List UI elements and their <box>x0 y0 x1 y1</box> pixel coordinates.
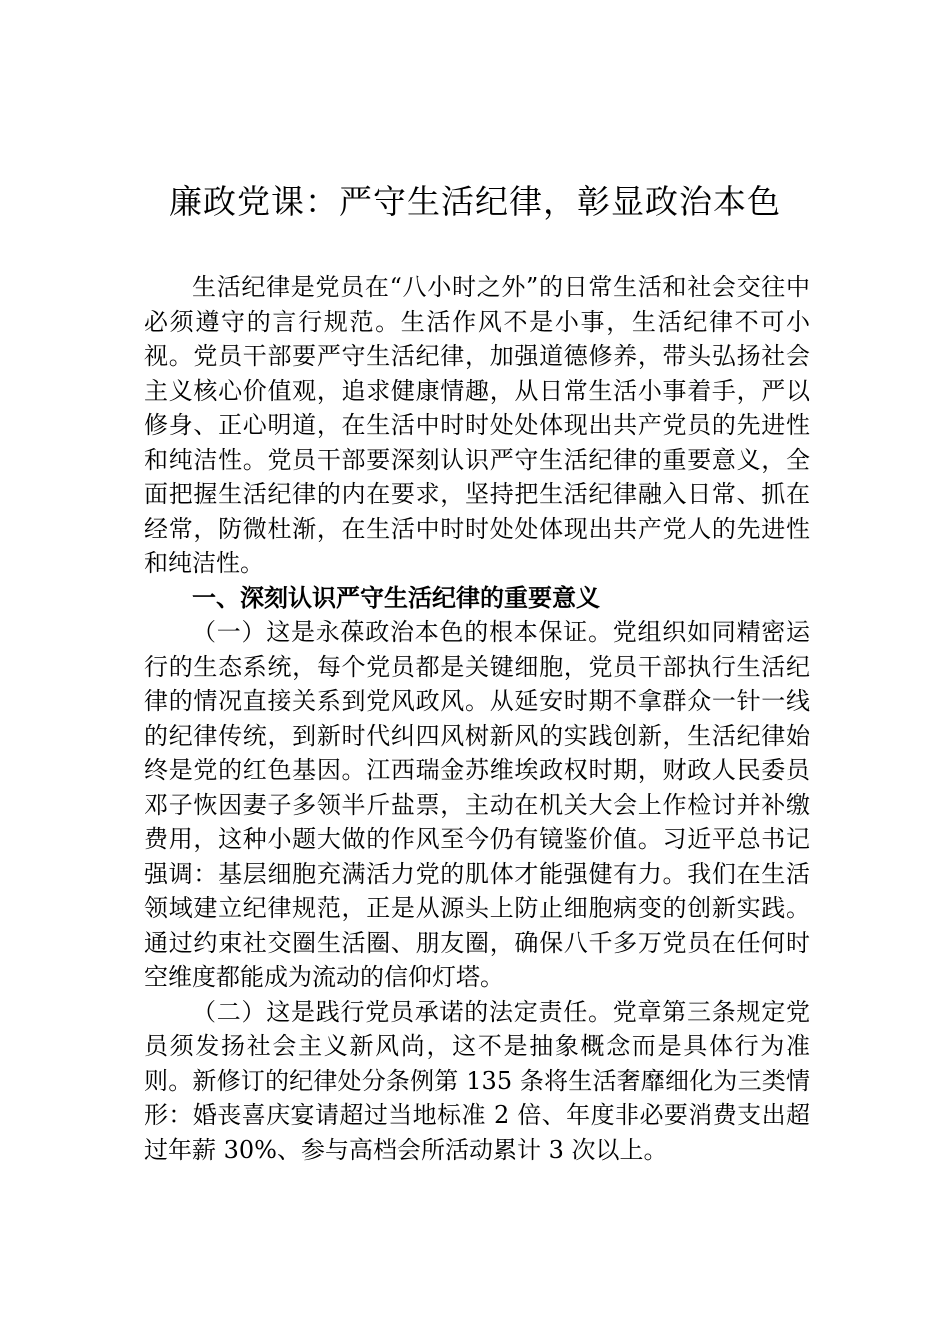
section-paragraph-2: （二）这是践行党员承诺的法定责任。党章第三条规定党员须发扬社会主义新风尚，这不是抽象概念而是具体行为准则。新修订的纪律处分条例第 135 条将生活奢靡细化为三类情形：婚丧喜庆宴请超过当地标准 2 倍、年度非必要消费支出超过年薪 30%、参与高档会所活动累计 3 次以上。 <box>144 997 810 1164</box>
section-heading: 一、深刻认识严守生活纪律的重要意义 <box>192 582 600 612</box>
section-paragraph-1: （一）这是永葆政治本色的根本保证。党组织如同精密运行的生态系统，每个党员都是关键细胞，党员干部执行生活纪律的情况直接关系到党风政风。从延安时期不拿群众一针一线的纪律传统，到新时代纠四风树新风的实践创新，生活纪律始终是党的红色基因。江西瑞金苏维埃政权时期，财政人民委员邓子恢因妻子多领半斤盐票，主动在机关大会上作检讨并补缴费用，这种小题大做的作风至今仍有镜鉴价值。习近平总书记强调：基层细胞充满活力党的肌体才能强健有力。我们在生活领域建立纪律规范，正是从源头上防止细胞病变的创新实践。通过约束社交圈生活圈、朋友圈，确保八千多万党员在任何时空维度都能成为流动的信仰灯塔。 <box>144 618 810 991</box>
document-title: 廉政党课：严守生活纪律，彰显政治本色 <box>169 182 781 221</box>
intro-paragraph: 生活纪律是党员在“八小时之外”的日常生活和社会交往中必须遵守的言行规范。生活作风不是小事，生活纪律不可小视。党员干部要严守生活纪律，加强道德修养，带头弘扬社会主义核心价值观，追求健康情趣，从日常生活小事着手，严以修身、正心明道，在生活中时时处处体现出共产党员的先进性和纯洁性。党员干部要深刻认识严守生活纪律的重要意义，全面把握生活纪律的内在要求，坚持把生活纪律融入日常、抓在经常，防微杜渐，在生活中时时处处体现出共产党人的先进性和纯洁性。 <box>144 273 810 577</box>
document-body <box>144 270 810 1167</box>
